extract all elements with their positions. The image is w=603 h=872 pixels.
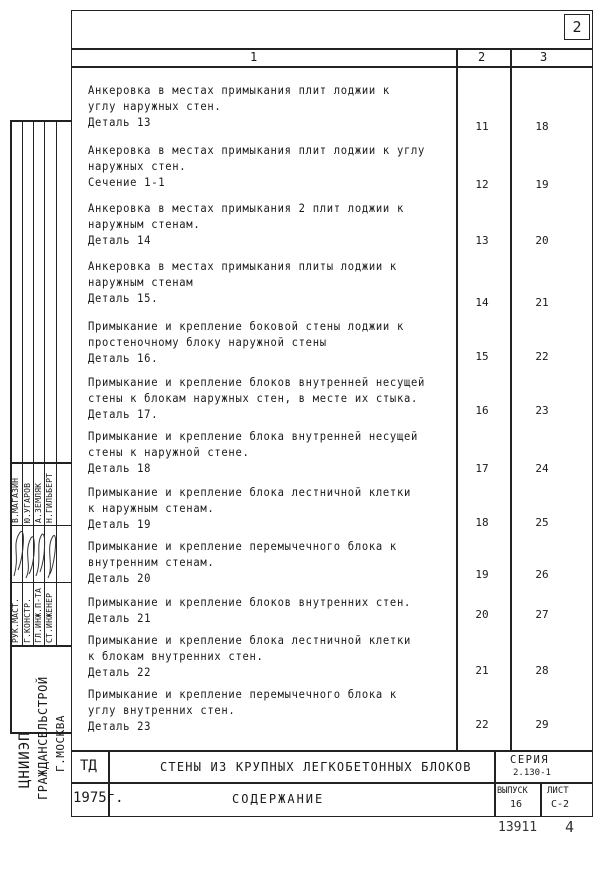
list-item: Анкеровка в местах примыкания плит лоджии к углу наружных стен. Деталь 13 <box>88 84 390 130</box>
list-item: Примыкание и крепление перемычечного блока к внутренним стенам. Деталь 20 <box>88 540 397 586</box>
list-item: Примыкание и крепление перемычечного блока к углу внутренних стен. Деталь 23 <box>88 688 397 734</box>
issue-label: ВЫПУСК <box>497 786 528 796</box>
list-item: Примыкание и крепление боковой стены лоджии к простеночному блоку наружной стены Деталь 16. <box>88 320 404 366</box>
list-item: Примыкание и крепление блока лестничной клетки к блокам внутренних стен. Деталь 22 <box>88 634 411 680</box>
inventory-number: 13911 <box>498 820 538 835</box>
item-col3-value: 18 <box>535 120 549 133</box>
item-col3-value: 26 <box>535 568 549 581</box>
item-col3-value: 27 <box>535 608 549 621</box>
org-city: Г.МОСКВА <box>54 715 67 772</box>
signatures-graphic <box>10 526 58 582</box>
page-number: 2 <box>564 14 590 40</box>
item-col3-value: 29 <box>535 718 549 731</box>
footer-top-rule <box>71 750 593 752</box>
series-label: СЕРИЯ <box>510 754 550 766</box>
column-header-1: 1 <box>250 50 258 64</box>
footer-div-1 <box>108 750 110 817</box>
list-item: Примыкание и крепление блока лестничной клетки к наружным стенам. Деталь 19 <box>88 486 411 532</box>
item-col3-value: 28 <box>535 664 549 677</box>
footer-div-3 <box>540 782 542 817</box>
col-divider-1 <box>456 48 458 750</box>
org-subname: ГРАЖДАНСЕЛЬСТРОЙ <box>36 676 50 800</box>
item-col2-value: 17 <box>475 462 489 475</box>
sheet-value: С-2 <box>551 799 570 810</box>
item-col3-value: 24 <box>535 462 549 475</box>
list-item: Примыкание и крепление блока внутренней несущей стены к наружной стене. Деталь 18 <box>88 430 419 476</box>
item-col2-value: 20 <box>475 608 489 621</box>
item-col2-value: 19 <box>475 568 489 581</box>
stamp-role: ГЛ.ИНЖ.П-ТА <box>34 587 43 643</box>
item-col2-value: 11 <box>475 120 489 133</box>
list-item: Анкеровка в местах примыкания 2 плит лоджии к наружным стенам. Деталь 14 <box>88 202 404 248</box>
item-col3-value: 20 <box>535 234 549 247</box>
item-col2-value: 12 <box>475 178 489 191</box>
item-col3-value: 19 <box>535 178 549 191</box>
footer-div-2 <box>494 750 496 817</box>
column-header-3: 3 <box>540 50 548 64</box>
item-col3-value: 25 <box>535 516 549 529</box>
list-item: Анкеровка в местах примыкания плиты лоджии к наружным стенам Деталь 15. <box>88 260 397 306</box>
stamp-role: РУК.МАСТ. <box>11 597 20 643</box>
item-col2-value: 14 <box>475 296 489 309</box>
sheet-label: ЛИСТ <box>547 786 569 796</box>
stamp-sig-bottom <box>10 645 71 647</box>
item-col2-value: 21 <box>475 664 489 677</box>
item-col3-value: 22 <box>535 350 549 363</box>
list-item: Примыкание и крепление блоков внутренней несущей стены к блокам наружных стен, в месте их стыка. Деталь 17. <box>88 376 426 422</box>
stamp-name: Ю.УГАРОВ <box>23 482 32 523</box>
stamp-name: В.МАГАЗИН <box>11 477 20 523</box>
footer-code: ТД <box>80 758 97 774</box>
item-col2-value: 15 <box>475 350 489 363</box>
footer-title: СТЕНЫ ИЗ КРУПНЫХ ЛЕГКОБЕТОННЫХ БЛОКОВ <box>160 760 472 774</box>
item-col2-value: 22 <box>475 718 489 731</box>
list-item: Анкеровка в местах примыкания плит лоджии к углу наружных стен. Сечение 1-1 <box>88 144 426 190</box>
item-col3-value: 21 <box>535 296 549 309</box>
org-name: ЦНИИЭП <box>17 731 33 788</box>
item-col2-value: 16 <box>475 404 489 417</box>
stamp-name: Н.ГИЛЬБЕРТ <box>45 472 54 523</box>
stamp-role: Г.КОНСТР. <box>23 597 32 643</box>
column-header-2: 2 <box>478 50 486 64</box>
stamp-role-divider <box>10 582 71 583</box>
header-bottom-rule <box>71 66 593 68</box>
stamp-role: СТ.ИНЖЕНЕР <box>45 592 54 643</box>
handwritten-mark: 4 <box>565 818 575 836</box>
footer-year: 1975г. <box>73 790 124 806</box>
item-col2-value: 13 <box>475 234 489 247</box>
item-col2-value: 18 <box>475 516 489 529</box>
stamp-name: А.ЗЕМЛЯК <box>34 482 43 523</box>
stamp-top-border <box>10 120 71 122</box>
issue-value: 16 <box>510 799 523 810</box>
stamp-sig-top <box>10 462 71 464</box>
series-value: 2.130-1 <box>513 768 551 778</box>
header-top-rule <box>71 48 593 50</box>
item-col3-value: 23 <box>535 404 549 417</box>
footer-subtitle: СОДЕРЖАНИЕ <box>232 792 325 806</box>
list-item: Примыкание и крепление блоков внутренних стен. Деталь 21 <box>88 596 411 626</box>
col-divider-2 <box>510 48 512 750</box>
footer-mid-rule <box>71 782 593 784</box>
